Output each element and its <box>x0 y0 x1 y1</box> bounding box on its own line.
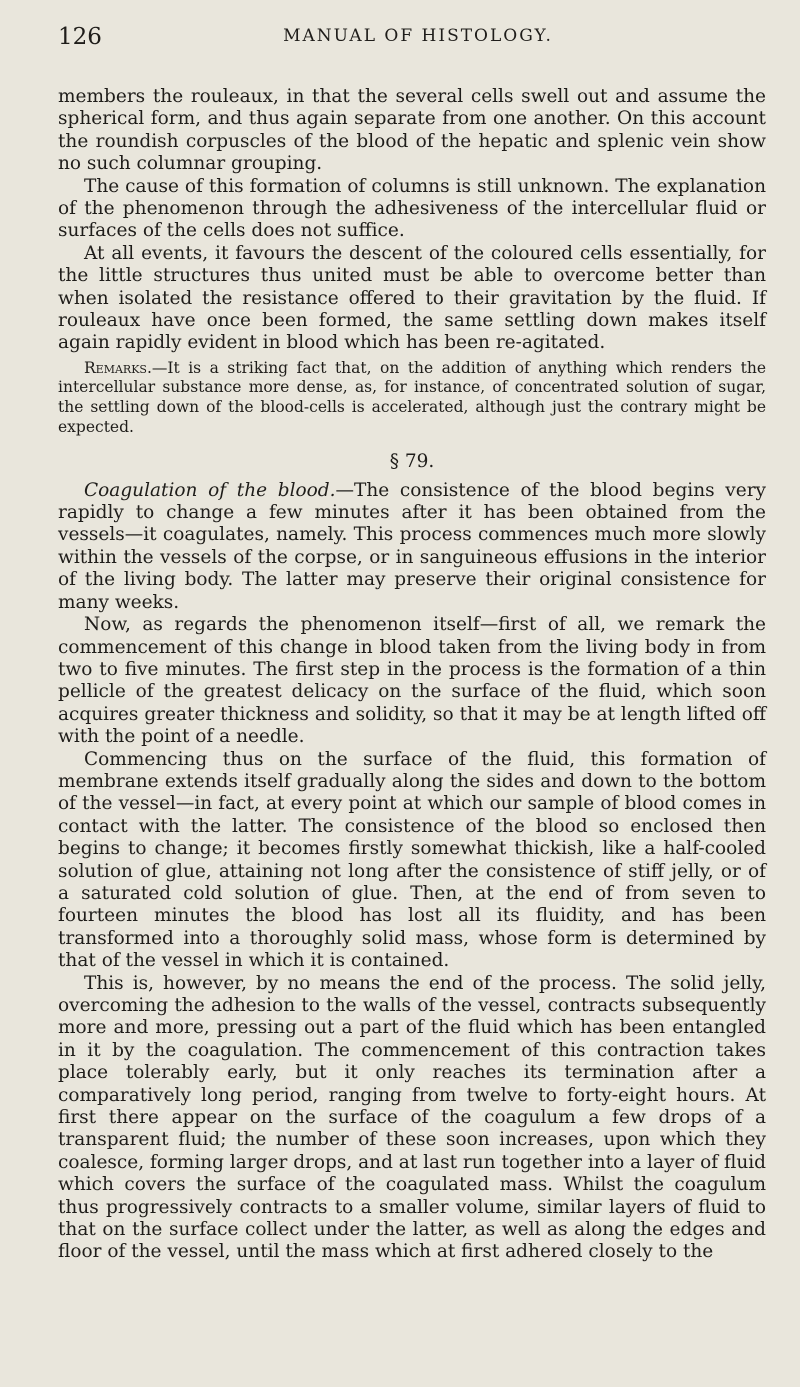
remarks-text: —It is a striking fact that, on the addition of anything which renders the intercellular substance more dense, as, for instance, of concentrated solution of sugar, the settling down of the blood-cells is accelerated, although just the contrary might be expected. <box>58 358 766 436</box>
paragraph-columns-cause: The cause of this formation of columns is still unknown. The explanation of the phenomenon through the adhesiveness of the intercellular fluid or surfaces of the cells does not suffice. <box>58 175 766 242</box>
page-header <box>58 24 778 54</box>
running-head: MANUAL OF HISTOLOGY. <box>283 26 553 46</box>
paragraph-pellicle: Now, as regards the phenomenon itself—first of all, we remark the commencement of this change in blood taken from the living body in from two to five minutes. The first step in the process is the formation of a thin pellicle of the greatest delicacy on the surface of the fluid, which soon acquires greater thickness and solidity, so that it may be at length lifted off with the point of a needle. <box>58 614 766 748</box>
section-number: § 79. <box>389 451 435 473</box>
paragraph-contraction: This is, however, by no means the end of the process. The solid jelly, overcoming the adhesion to the walls of the vessel, contracts subsequently more and more, pressing out a part of the fluid which has been entangled in it by the coagulation. The commencement of this contraction takes place tolerably early, but it only reaches its termination after a comparatively long period, ranging from twelve to forty-eight hours. At first there appear on the surface of the coagulum a few drops of a transparent fluid; the number of these soon increases, upon which they coalesce, forming larger drops, and at last run together into a layer of fluid which covers the surface of the coagulated mass. Whilst the coagulum thus progressively contracts to a smaller volume, similar layers of fluid to that on the surface collect under the latter, as well as along the edges and floor of the vessel, until the mass which at first adhered closely to the <box>58 972 766 1263</box>
coagulation-text: —The consistence of the blood begins very rapidly to change a few minutes after it has been obtained from the vessels—it coagulates, namely. This process commences much more slowly within the vessels of the corpse, or in sanguineous effusions in the interior of the living body. The latter may preserve their original consistence for many weeks. <box>58 479 766 613</box>
remarks-note <box>58 359 766 437</box>
page-number: 126 <box>58 24 102 50</box>
paragraph-descent: At all events, it favours the descent of the coloured cells essentially, for the little structures thus united must be able to overcome better than when isolated the resistance offered to their gravitation by the fluid. If rouleaux have once been formed, the same settling down makes itself again rapidly evident in blood which has been re-agitated. <box>58 242 766 354</box>
paragraph-rouleaux-continued: members the rouleaux, in that the several cells swell out and assume the spherical form, and thus again separate from one another. On this account the roundish corpuscles of the blood of the hepatic and splenic vein show no such columnar grouping. <box>58 86 766 175</box>
paragraph-coagulation <box>58 480 766 614</box>
run-in-title: Coagulation of the blood. <box>84 479 336 501</box>
remarks-label: Remarks. <box>84 358 152 377</box>
paragraph-membrane: Commencing thus on the surface of the fluid, this formation of membrane extends itself gradually along the sides and down to the bottom of the vessel—in fact, at every point at which our sample of blood comes in contact with the latter. The consistence of the blood so enclosed then begins to change; it becomes firstly somewhat thickish, like a half-cooled solution of glue, attaining not long after the consistence of stiff jelly, or of a saturated cold solution of glue. Then, at the end of from seven to fourteen minutes the blood has lost all its fluidity, and has been transformed into a thoroughly solid mass, whose form is determined by that of the vessel in which it is contained. <box>58 748 766 972</box>
body-text <box>58 86 766 1264</box>
